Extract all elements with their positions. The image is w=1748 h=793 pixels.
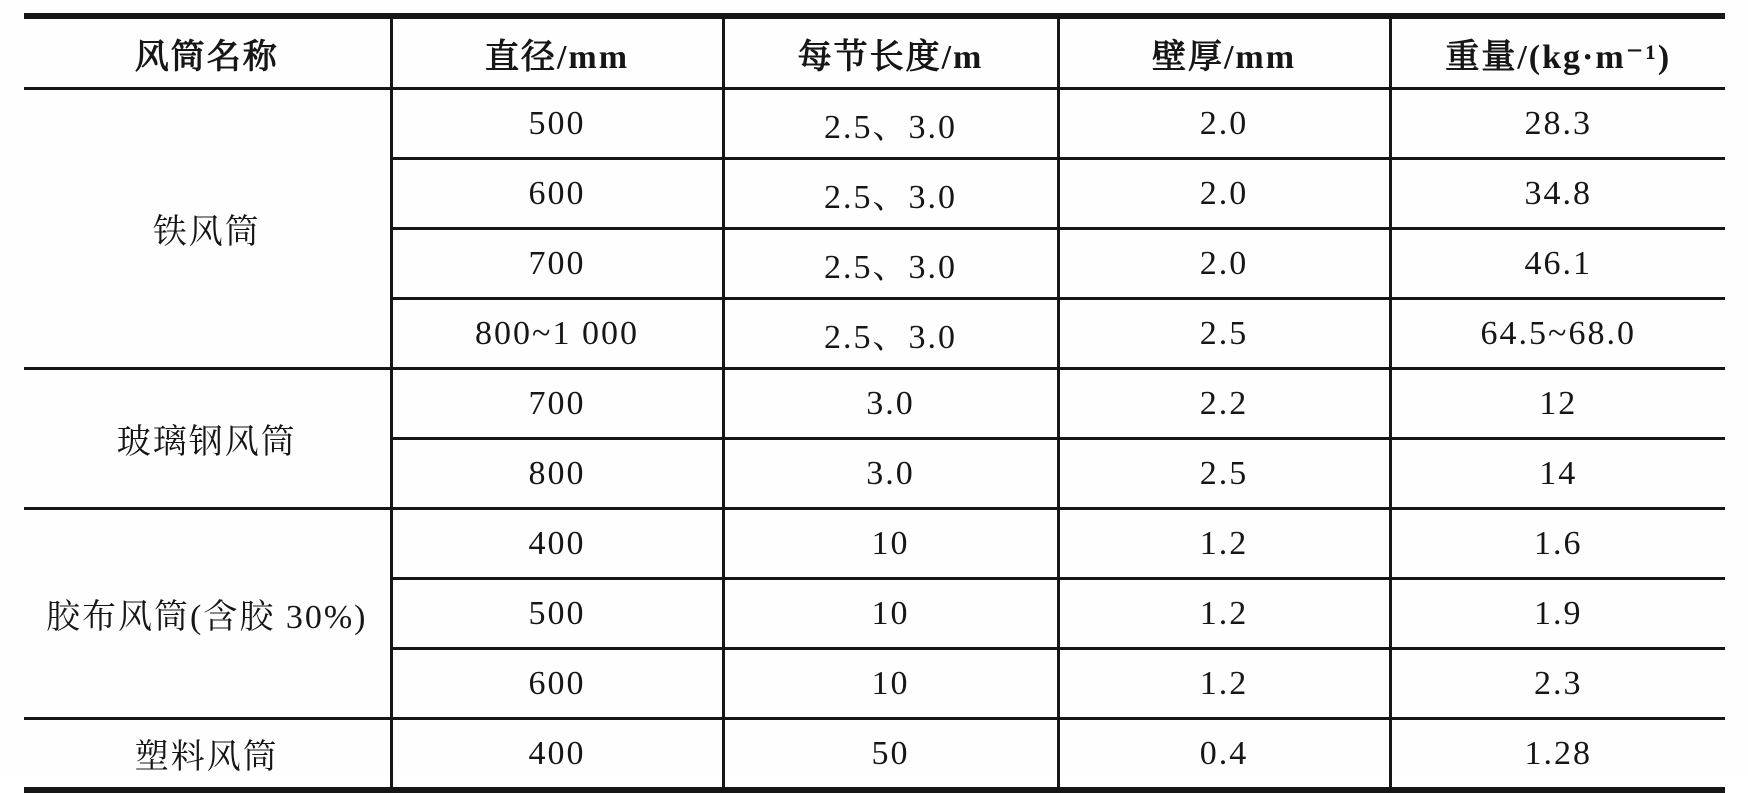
wall-thickness-cell: 2.0 — [1058, 159, 1390, 229]
section-length-cell: 2.5、3.0 — [723, 89, 1058, 159]
section-length-cell: 2.5、3.0 — [723, 159, 1058, 229]
section-length-cell: 50 — [723, 719, 1058, 791]
duct-spec-table — [24, 13, 1725, 793]
group-name-plastic-duct: 塑料风筒 — [134, 739, 279, 776]
weight-cell: 1.28 — [1390, 719, 1725, 791]
weight-cell: 1.6 — [1390, 509, 1725, 579]
group-name-frp-duct: 玻璃钢风筒 — [24, 369, 391, 509]
wall-thickness-cell: 2.2 — [1058, 369, 1390, 439]
col-header-diameter: 直径/mm — [391, 16, 723, 89]
diameter-cell: 800 — [391, 439, 723, 509]
wall-thickness-cell: 1.2 — [1058, 579, 1390, 649]
diameter-cell: 600 — [391, 649, 723, 719]
wall-thickness-cell: 2.0 — [1058, 229, 1390, 299]
weight-cell: 64.5~68.0 — [1390, 299, 1725, 369]
table-row — [24, 509, 1725, 579]
diameter-cell: 500 — [391, 89, 723, 159]
section-length-cell: 10 — [723, 509, 1058, 579]
group-name-iron-duct: 铁风筒 — [24, 89, 391, 369]
weight-cell: 1.9 — [1390, 579, 1725, 649]
weight-cell: 2.3 — [1390, 649, 1725, 719]
section-length-cell: 3.0 — [723, 439, 1058, 509]
weight-cell: 28.3 — [1390, 89, 1725, 159]
wall-thickness-cell: 2.0 — [1058, 89, 1390, 159]
diameter-cell: 600 — [391, 159, 723, 229]
weight-cell: 14 — [1390, 439, 1725, 509]
header-row — [24, 16, 1725, 89]
col-header-section-length: 每节长度/m — [723, 16, 1058, 89]
weight-cell: 12 — [1390, 369, 1725, 439]
wall-thickness-cell: 1.2 — [1058, 649, 1390, 719]
col-header-duct-name: 风筒名称 — [24, 16, 391, 89]
section-length-cell: 10 — [723, 649, 1058, 719]
wall-thickness-cell: 2.5 — [1058, 299, 1390, 369]
table-row — [24, 369, 1725, 439]
table-row — [24, 719, 1725, 791]
section-length-cell: 2.5、3.0 — [723, 229, 1058, 299]
col-header-wall-thickness: 壁厚/mm — [1058, 16, 1390, 89]
group-name-rubberized-fabric-duct: 胶布风筒(含胶 30%) — [24, 509, 391, 719]
wall-thickness-cell: 1.2 — [1058, 509, 1390, 579]
table-row — [24, 89, 1725, 159]
diameter-cell: 400 — [391, 719, 723, 791]
section-length-cell: 2.5、3.0 — [723, 299, 1058, 369]
weight-cell: 34.8 — [1390, 159, 1725, 229]
section-length-cell: 10 — [723, 579, 1058, 649]
diameter-cell: 700 — [391, 369, 723, 439]
col-header-weight: 重量/(kg·m⁻¹) — [1390, 16, 1725, 89]
diameter-cell: 800~1 000 — [391, 299, 723, 369]
wall-thickness-cell: 0.4 — [1058, 719, 1390, 791]
wall-thickness-cell: 2.5 — [1058, 439, 1390, 509]
weight-cell: 46.1 — [1390, 229, 1725, 299]
diameter-cell: 700 — [391, 229, 723, 299]
diameter-cell: 500 — [391, 579, 723, 649]
diameter-cell: 400 — [391, 509, 723, 579]
section-length-cell: 3.0 — [723, 369, 1058, 439]
